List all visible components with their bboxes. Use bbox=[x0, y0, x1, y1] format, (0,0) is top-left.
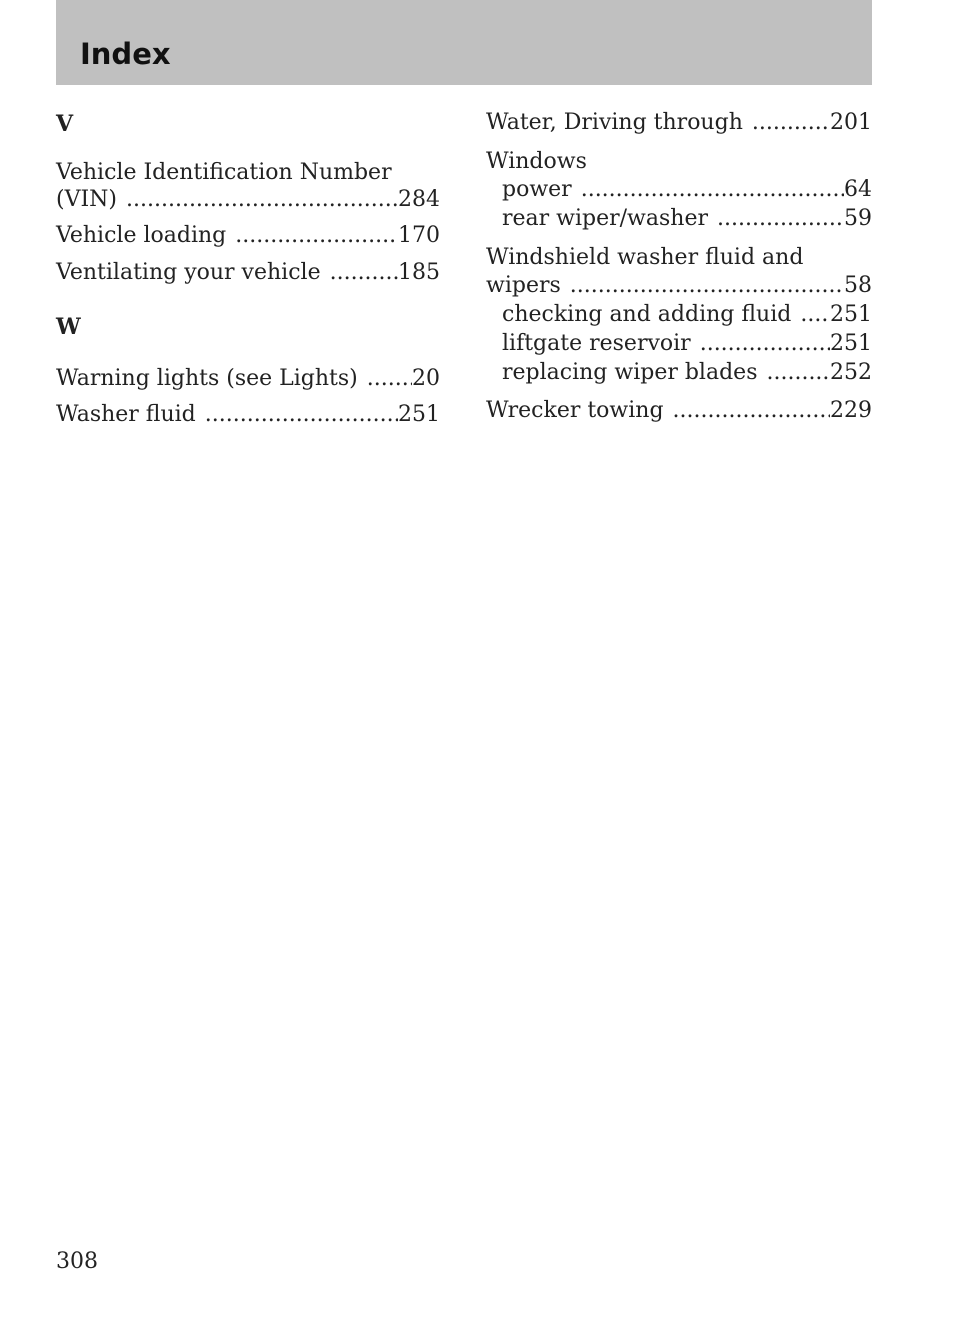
index-entry-windshield-wipers bbox=[486, 272, 872, 300]
index-entry-vehicle-loading bbox=[56, 222, 440, 250]
entry-label: (VIN) bbox=[56, 187, 117, 212]
dot-leader bbox=[570, 272, 844, 300]
index-subentry-liftgate-reservoir bbox=[502, 330, 872, 358]
entry-label: Water, Driving through bbox=[486, 110, 743, 135]
entry-label: Warning lights (see Lights) bbox=[56, 366, 358, 391]
entry-label: Washer fluid bbox=[56, 402, 196, 427]
entry-page-number: 185 bbox=[398, 260, 440, 285]
dot-leader bbox=[235, 222, 398, 250]
entry-label: power bbox=[502, 177, 572, 202]
entry-page-number: 201 bbox=[830, 110, 872, 135]
index-entry-warning-lights bbox=[56, 365, 440, 393]
entry-label: liftgate reservoir bbox=[502, 331, 691, 356]
index-subentry-checking-fluid bbox=[502, 301, 872, 329]
entry-page-number: 58 bbox=[844, 273, 872, 298]
entry-windshield-line1: Windshield washer fluid and bbox=[486, 245, 804, 270]
entry-page-number: 251 bbox=[398, 402, 440, 427]
index-header-bar bbox=[56, 0, 872, 85]
dot-leader bbox=[367, 365, 412, 393]
page-title: Index bbox=[80, 37, 171, 71]
index-entry-washer-fluid bbox=[56, 401, 440, 429]
dot-leader bbox=[205, 401, 398, 429]
section-letter-w: W bbox=[56, 314, 81, 340]
entry-vin-line1: Vehicle Identification Number bbox=[56, 160, 392, 185]
entry-page-number: 229 bbox=[830, 398, 872, 423]
entry-page-number: 251 bbox=[830, 302, 872, 327]
dot-leader bbox=[700, 330, 830, 358]
entry-page-number: 170 bbox=[398, 223, 440, 248]
index-entry-water-driving bbox=[486, 109, 872, 137]
entry-page-number: 59 bbox=[844, 206, 872, 231]
index-subentry-windows-rear-wiper bbox=[502, 205, 872, 233]
index-entry-vin bbox=[56, 186, 440, 214]
entry-label: wipers bbox=[486, 273, 561, 298]
entry-windows-heading: Windows bbox=[486, 149, 587, 174]
index-entry-ventilating bbox=[56, 259, 440, 287]
dot-leader bbox=[673, 397, 830, 425]
dot-leader bbox=[766, 359, 830, 387]
entry-page-number: 20 bbox=[412, 366, 440, 391]
entry-label: checking and adding fluid bbox=[502, 302, 792, 327]
entry-page-number: 251 bbox=[830, 331, 872, 356]
dot-leader bbox=[752, 109, 830, 137]
dot-leader bbox=[800, 301, 830, 329]
index-entry-wrecker-towing bbox=[486, 397, 872, 425]
dot-leader bbox=[330, 259, 398, 287]
entry-label: Wrecker towing bbox=[486, 398, 664, 423]
entry-page-number: 64 bbox=[844, 177, 872, 202]
dot-leader bbox=[717, 205, 844, 233]
entry-label: replacing wiper blades bbox=[502, 360, 758, 385]
index-subentry-replacing-wiper-blades bbox=[502, 359, 872, 387]
entry-page-number: 284 bbox=[398, 187, 440, 212]
footer-page-number: 308 bbox=[56, 1249, 98, 1274]
dot-leader bbox=[581, 176, 844, 204]
entry-label: rear wiper/washer bbox=[502, 206, 709, 231]
entry-label: Ventilating your vehicle bbox=[56, 260, 321, 285]
dot-leader bbox=[126, 186, 398, 214]
entry-label: Vehicle loading bbox=[56, 223, 227, 248]
entry-page-number: 252 bbox=[830, 360, 872, 385]
section-letter-v: V bbox=[56, 111, 74, 137]
index-subentry-windows-power bbox=[502, 176, 872, 204]
